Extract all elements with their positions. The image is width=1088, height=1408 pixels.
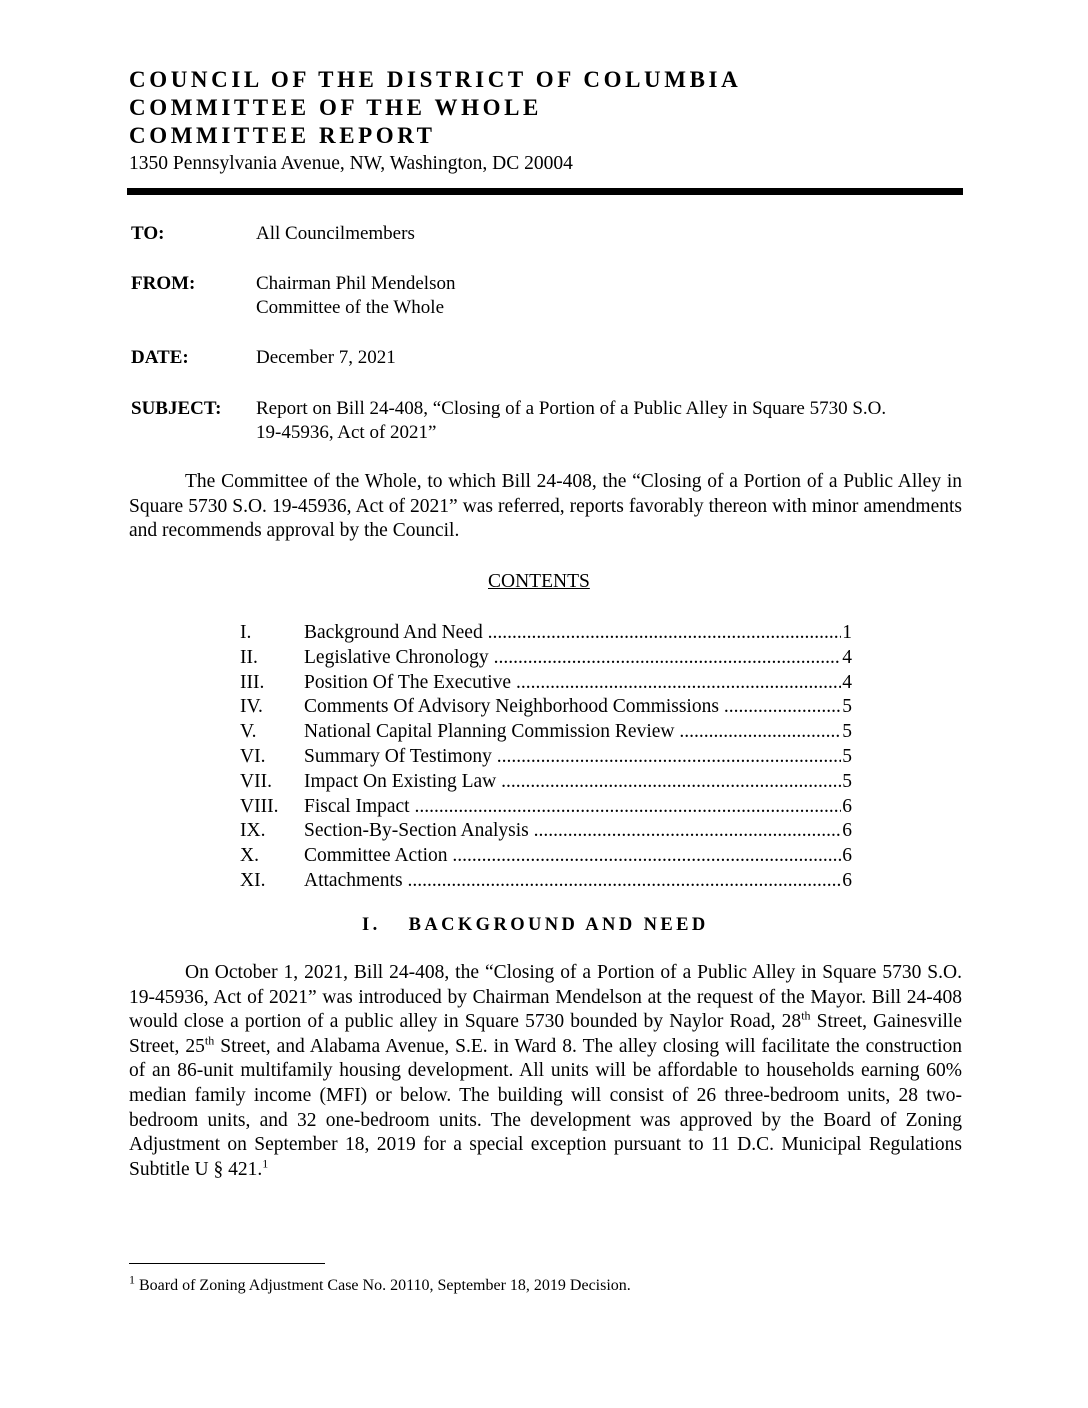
header-report: COMMITTEE REPORT bbox=[129, 123, 436, 148]
subject-line-2: 19-45936, Act of 2021” bbox=[256, 422, 437, 443]
toc-page: 5 bbox=[841, 720, 852, 745]
footnote-mark: 1 bbox=[129, 1272, 135, 1287]
toc-entry[interactable] bbox=[240, 844, 852, 869]
subject-line-1: Report on Bill 24-408, “Closing of a Portion of a Public Alley in Square 5730 S.O. bbox=[256, 398, 887, 419]
from-label: FROM: bbox=[131, 273, 196, 294]
background-paragraph bbox=[129, 961, 962, 1182]
toc-number: IV. bbox=[240, 696, 263, 718]
section-number: I. bbox=[362, 915, 381, 935]
header-council: COUNCIL OF THE DISTRICT OF COLUMBIA bbox=[129, 67, 742, 92]
toc-entry[interactable] bbox=[240, 819, 852, 844]
toc-page: 5 bbox=[841, 770, 852, 795]
toc-title: Position Of The Executive ..... bbox=[304, 671, 844, 696]
toc-title: Fiscal Impact ..... bbox=[304, 795, 844, 820]
toc-page: 5 bbox=[841, 745, 852, 770]
paragraph-text: On October 1, 2021, Bill 24-408, the “Closing of a Portion of a Public Alley in Square 5730 S.O. 19-45936, Act of 2021” was introduced by Chairman Mendelson at the request of the Mayor. Bill 24-408 would close a portion of a public alley in Square 5730 bounded by Naylor Road, 28 bbox=[129, 962, 962, 1033]
toc-entry[interactable] bbox=[240, 795, 852, 820]
toc-title: Legislative Chronology ..... bbox=[304, 646, 844, 671]
toc-page: 4 bbox=[841, 671, 852, 696]
from-name: Chairman Phil Mendelson bbox=[256, 273, 456, 294]
paragraph-text: Street, Gainesville Street, 25 bbox=[129, 1011, 962, 1057]
toc-title: Section-By-Section Analysis ..... bbox=[304, 819, 844, 844]
toc-page: 4 bbox=[841, 646, 852, 671]
intro-paragraph: The Committee of the Whole, to which Bill 24-408, the “Closing of a Portion of a Public Alley in Square 5730 S.O. 19-45936, Act of 2021” was referred, reports favorably thereon with minor amendments and recommends approval by the Council. bbox=[129, 471, 962, 542]
toc-title: Background And Need ..... bbox=[304, 621, 844, 646]
date-label: DATE: bbox=[131, 347, 189, 368]
toc-number: VII. bbox=[240, 770, 272, 792]
toc-entry[interactable] bbox=[240, 621, 852, 646]
toc-number: IX. bbox=[240, 820, 266, 842]
toc-number: I. bbox=[240, 622, 252, 643]
toc-entry[interactable] bbox=[240, 745, 852, 770]
ordinal-suffix: th bbox=[801, 1008, 811, 1023]
section-heading bbox=[362, 913, 709, 937]
toc-number: III. bbox=[240, 671, 265, 693]
toc-number: VIII. bbox=[240, 795, 279, 817]
footnote bbox=[129, 1272, 631, 1296]
toc-entry[interactable] bbox=[240, 720, 852, 745]
toc-number: II. bbox=[240, 646, 258, 668]
toc-title: Impact On Existing Law ..... bbox=[304, 770, 844, 795]
to-label: TO: bbox=[131, 223, 165, 244]
toc-number: X. bbox=[240, 845, 259, 867]
header-committee: COMMITTEE OF THE WHOLE bbox=[129, 95, 542, 120]
footnote-reference[interactable]: 1 bbox=[262, 1156, 269, 1171]
subject-label: SUBJECT: bbox=[131, 398, 222, 419]
toc-title: Summary Of Testimony ..... bbox=[304, 745, 844, 770]
section-title: BACKGROUND AND NEED bbox=[408, 915, 709, 935]
toc-entry[interactable] bbox=[240, 770, 852, 795]
date-value: December 7, 2021 bbox=[256, 347, 396, 368]
toc-title: National Capital Planning Commission Review ..... bbox=[304, 720, 844, 745]
contents-title: CONTENTS bbox=[488, 571, 590, 592]
toc-page: 5 bbox=[841, 695, 852, 720]
from-committee: Committee of the Whole bbox=[256, 297, 445, 318]
footnote-text: Board of Zoning Adjustment Case No. 20110, September 18, 2019 Decision. bbox=[135, 1277, 631, 1294]
toc-page: 1 bbox=[841, 621, 852, 646]
ordinal-suffix: th bbox=[204, 1033, 215, 1048]
header-rule bbox=[127, 188, 963, 195]
paragraph-text: Street, and Alabama Avenue, S.E. in Ward 8. The alley closing will facilitate the construction of an 86-unit multifamily housing development. All units will be affordable to households earning 60% median family income (MFI) or below. The building will consist of 26 three-bedroom units, 28 two-bedroom units, and 32 one-bedroom units. The development was approved by the Board of Zoning Adjustment on September 18, 2019 for a special exception pursuant to 11 D.C. Municipal Regulations Subtitle U § 421. bbox=[129, 1035, 963, 1180]
toc-entry[interactable] bbox=[240, 869, 852, 894]
toc-page: 6 bbox=[841, 844, 852, 869]
toc-title: Committee Action ..... bbox=[304, 844, 844, 869]
toc-number: XI. bbox=[240, 869, 266, 891]
footnote-separator bbox=[129, 1263, 325, 1264]
toc-page: 6 bbox=[841, 819, 852, 844]
toc-page: 6 bbox=[841, 795, 852, 820]
toc-number: VI. bbox=[240, 745, 266, 767]
toc-entry[interactable] bbox=[240, 671, 852, 696]
toc-number: V. bbox=[240, 721, 257, 743]
toc-entry[interactable] bbox=[240, 646, 852, 671]
toc-title: Attachments ..... bbox=[304, 869, 844, 894]
toc-page: 6 bbox=[841, 869, 852, 894]
to-value: All Councilmembers bbox=[256, 223, 415, 244]
toc-title: Comments Of Advisory Neighborhood Commissions ..... bbox=[304, 695, 844, 720]
table-of-contents bbox=[240, 621, 852, 894]
header-address: 1350 Pennsylvania Avenue, NW, Washington, DC 20004 bbox=[129, 153, 573, 174]
toc-entry[interactable] bbox=[240, 695, 852, 720]
